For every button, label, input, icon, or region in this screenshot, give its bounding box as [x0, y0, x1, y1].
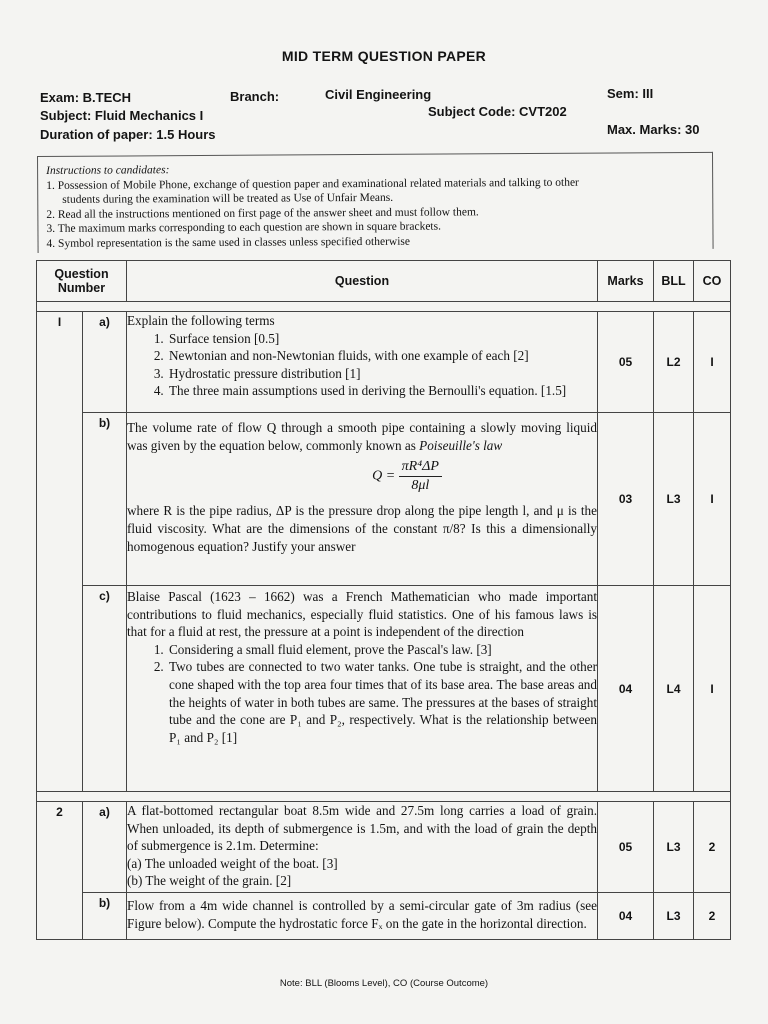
instructions-box: [37, 152, 714, 253]
instruction-item: 4. Symbol representation is the same used in classes unless specified otherwise: [46, 235, 411, 250]
question-body: where R is the pipe radius, ΔP is the pressure drop along the pipe length l, and μ is the fluid viscosity. What are the dimensions of the constant π/8? Is this a dimensionally homogenous equation? Justify your answer: [127, 503, 597, 554]
question-text: [127, 413, 598, 586]
co-value: I: [694, 312, 731, 413]
subject-code: Subject Code: CVT202: [428, 104, 567, 119]
table-row: [37, 413, 731, 586]
marks-value: 05: [598, 312, 654, 413]
instruction-item: 2. Read all the instructions mentioned on first page of the answer sheet and must follow them.: [46, 206, 479, 221]
marks-value: 04: [598, 893, 654, 940]
co-value: 2: [694, 802, 731, 893]
sub-question-label: c): [83, 586, 127, 792]
table-row: [37, 312, 731, 413]
list-item: 2. Two tubes are connected to two water tanks. One tube is straight, and the other cone shaped with the top area four times that of its base area. The base areas and the heights of water in both tubes are same. The pressures at the bases of straight tube and the cone are P₁ and P₂, respectively. What is the relationship between P₁ and P₂ [1]: [167, 658, 597, 746]
branch-value: Civil Engineering: [325, 87, 432, 102]
list-item: 4. The three main assumptions used in deriving the Bernoulli's equation. [1.5]: [167, 382, 597, 400]
question-body: A flat-bottomed rectangular boat 8.5m wide and 27.5m long carries a load of grain. When unloaded, its depth of submergence is 1.5m, and with the load of grain the depth of submergence is 2.1m. Determine:: [127, 803, 597, 854]
question-text: [127, 312, 598, 413]
question-number: 2: [37, 802, 83, 940]
table-row: [37, 586, 731, 792]
header-bll: BLL: [654, 261, 694, 302]
list-item: 3. Hydrostatic pressure distribution [1]: [167, 365, 597, 383]
bll-value: L2: [654, 312, 694, 413]
list-item: (b) The weight of the grain. [2]: [127, 873, 292, 889]
sub-question-label: b): [83, 413, 127, 586]
table-row: [37, 893, 731, 940]
co-value: I: [694, 586, 731, 792]
question-text: [127, 893, 598, 940]
question-table: [36, 260, 731, 940]
list-item: 1. Considering a small fluid element, prove the Pascal's law. [3]: [167, 641, 597, 659]
sub-question-label: a): [83, 312, 127, 413]
footer-note: Note: BLL (Blooms Level), CO (Course Outcome): [279, 978, 489, 989]
semester: Sem: III: [607, 86, 654, 101]
list-item: (a) The unloaded weight of the boat. [3]: [127, 855, 338, 871]
bll-value: L4: [654, 586, 694, 792]
header-marks: Marks: [598, 261, 654, 302]
instruction-item: students during the examination will be treated as Use of Unfair Means.: [62, 192, 394, 207]
instruction-item: 1. Possession of Mobile Phone, exchange of question paper and examinational related materials and talking to other: [46, 176, 579, 192]
co-value: I: [694, 413, 731, 586]
list-item: 1. Surface tension [0.5]: [167, 330, 597, 348]
question-body: The volume rate of flow Q through a smooth pipe containing a slowly moving liquid was given by the equation below, commonly known as: [127, 420, 597, 453]
bll-value: L3: [654, 893, 694, 940]
branch-label: Branch:: [230, 89, 280, 104]
question-intro: Blaise Pascal (1623 – 1662) was a French Mathematician who made important contributions to fluid mechanics, especially fluid statistics. One of his famous laws is that for a fluid at rest, the pressure at a point is independent of the direction: [127, 589, 597, 640]
header-question: Question: [127, 261, 598, 302]
question-text: [127, 586, 598, 792]
equation-fraction: [399, 458, 442, 494]
max-marks: Max. Marks: 30: [607, 122, 700, 137]
marks-value: 03: [598, 413, 654, 586]
subject: Subject: Fluid Mechanics I: [40, 108, 204, 123]
paper-title: MID TERM QUESTION PAPER: [281, 48, 487, 64]
co-value: 2: [694, 893, 731, 940]
table-row: [37, 802, 731, 893]
bll-value: L3: [654, 802, 694, 893]
bll-value: L3: [654, 413, 694, 586]
question-number: I: [37, 312, 83, 792]
poiseuille-equation: [217, 458, 597, 494]
question-body: Flow from a 4m wide channel is controlled by a semi-circular gate of 3m radius (see Figure below). Compute the hydrostatic force Fₓ on the gate in the horizontal direction.: [127, 898, 597, 931]
header-question-number: Question Number: [37, 261, 127, 302]
sub-question-label: a): [83, 802, 127, 893]
marks-value: 05: [598, 802, 654, 893]
equation-lhs: Q =: [372, 468, 396, 484]
law-name: Poiseuille's law: [419, 437, 503, 453]
header-co: CO: [694, 261, 731, 302]
equation-numerator: πR⁴ΔP: [399, 458, 442, 477]
instruction-item: 3. The maximum marks corresponding to each question are shown in square brackets.: [46, 220, 441, 236]
duration: Duration of paper: 1.5 Hours: [40, 127, 216, 142]
list-item: 2. Newtonian and non-Newtonian fluids, with one example of each [2]: [167, 347, 597, 365]
exam-label: Exam: B.TECH: [40, 90, 132, 105]
question-text: [127, 802, 598, 893]
question-intro: Explain the following terms: [127, 313, 275, 328]
sub-question-label: b): [83, 893, 127, 940]
equation-denominator: 8μl: [411, 477, 430, 493]
marks-value: 04: [598, 586, 654, 792]
table-header-row: [37, 261, 731, 302]
instructions-heading: Instructions to candidates:: [46, 164, 170, 177]
